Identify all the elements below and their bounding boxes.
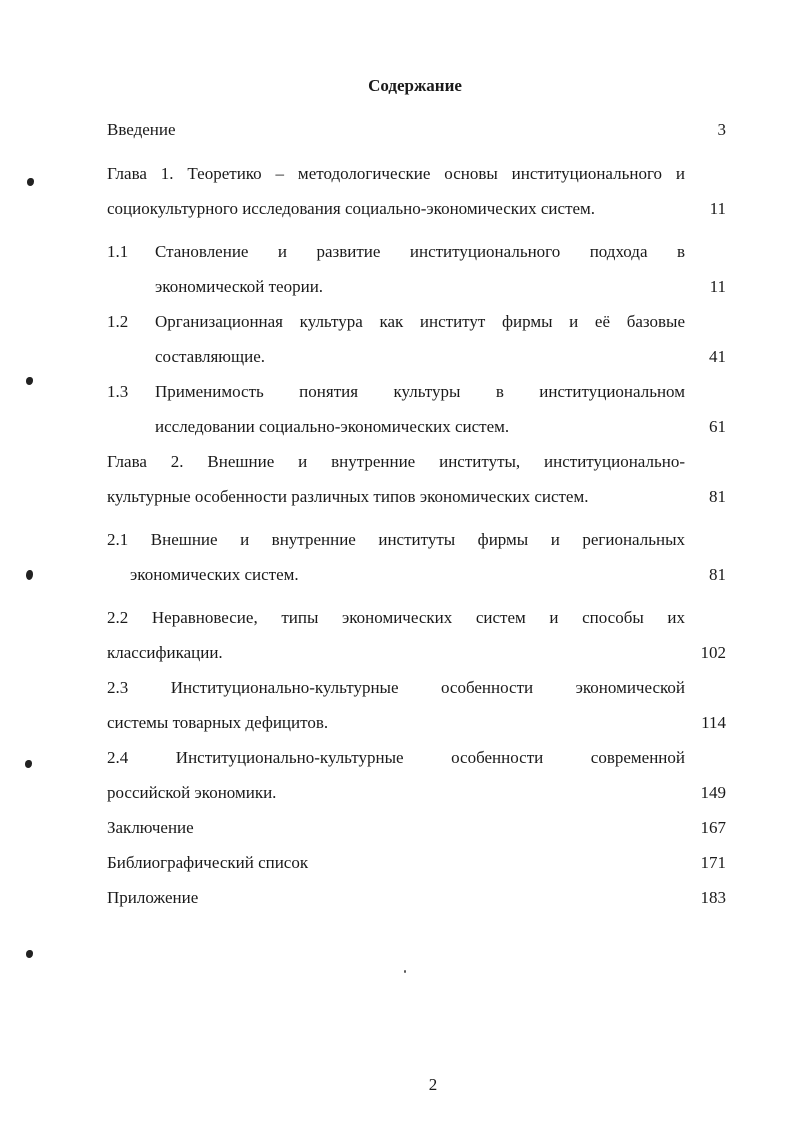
scan-blot [25, 760, 32, 768]
toc-page-1-1: 11 [709, 277, 726, 296]
toc-entry-2-3-line1[interactable]: 2.3 Институционально-культурные особенности экономической [107, 678, 685, 697]
toc-entry-1-2-line1[interactable]: Организационная культура как институт фирмы и её базовые [155, 312, 685, 331]
toc-entry-chapter2-line1[interactable]: Глава 2. Внешние и внутренние институты, институционально- [107, 452, 685, 471]
toc-entry-appendix[interactable]: Приложение [107, 888, 199, 907]
scan-blot [26, 377, 33, 385]
toc-entry-2-4-line1[interactable]: 2.4 Институционально-культурные особенности современной [107, 748, 685, 767]
toc-entry-chapter2-line2[interactable]: культурные особенности различных типов экономических систем. [107, 487, 589, 506]
toc-entry-1-2-line2[interactable]: составляющие. [155, 347, 265, 366]
toc-page-appendix: 183 [700, 888, 726, 907]
scan-blot [27, 178, 34, 186]
scan-blot [26, 950, 33, 958]
toc-entry-bibliography[interactable]: Библиографический список [107, 853, 309, 872]
toc-page-chapter2: 81 [709, 487, 726, 506]
toc-entry-1-3-line1[interactable]: Применимость понятия культуры в институциональном [155, 382, 685, 401]
toc-page-2-4: 149 [700, 783, 726, 802]
toc-heading: Содержание [368, 76, 462, 95]
toc-page-intro: 3 [717, 120, 726, 139]
toc-entry-conclusion[interactable]: Заключение [107, 818, 194, 837]
toc-page-1-2: 41 [709, 347, 726, 366]
toc-entry-2-1-line1[interactable]: 2.1 Внешние и внутренние институты фирмы и региональных [107, 530, 685, 549]
page-number: 2 [428, 1075, 438, 1094]
toc-number-1-1: 1.1 [107, 242, 129, 261]
toc-page-conclusion: 167 [700, 818, 726, 837]
toc-page-chapter1: 11 [709, 199, 726, 218]
toc-page-2-2: 102 [700, 643, 726, 662]
toc-number-1-3: 1.3 [107, 382, 129, 401]
toc-entry-2-1-line2[interactable]: экономических систем. [130, 565, 299, 584]
toc-entry-chapter1-line1[interactable]: Глава 1. Теоретико – методологические основы институционального и [107, 164, 685, 183]
toc-number-1-2: 1.2 [107, 312, 129, 331]
toc-entry-2-2-line1[interactable]: 2.2 Неравновесие, типы экономических систем и способы их [107, 608, 685, 627]
toc-entry-1-1-line2[interactable]: экономической теории. [155, 277, 324, 296]
toc-entry-intro[interactable]: Введение [107, 120, 176, 139]
toc-entry-1-3-line2[interactable]: исследовании социально-экономических систем. [155, 417, 510, 436]
toc-entry-chapter1-line2[interactable]: социокультурного исследования социально-экономических систем. [107, 199, 596, 218]
toc-entry-2-2-line2[interactable]: классификации. [107, 643, 223, 662]
toc-entry-2-3-line2[interactable]: системы товарных дефицитов. [107, 713, 329, 732]
toc-page-1-3: 61 [709, 417, 726, 436]
toc-entry-1-1-line1[interactable]: Становление и развитие институционального подхода в [155, 242, 685, 261]
toc-page-2-3: 114 [701, 713, 726, 732]
toc-entry-2-4-line2[interactable]: российской экономики. [107, 783, 277, 802]
scan-speck [404, 970, 406, 973]
scan-blot [26, 570, 33, 580]
toc-page-2-1: 81 [709, 565, 726, 584]
toc-page-bibliography: 171 [700, 853, 726, 872]
